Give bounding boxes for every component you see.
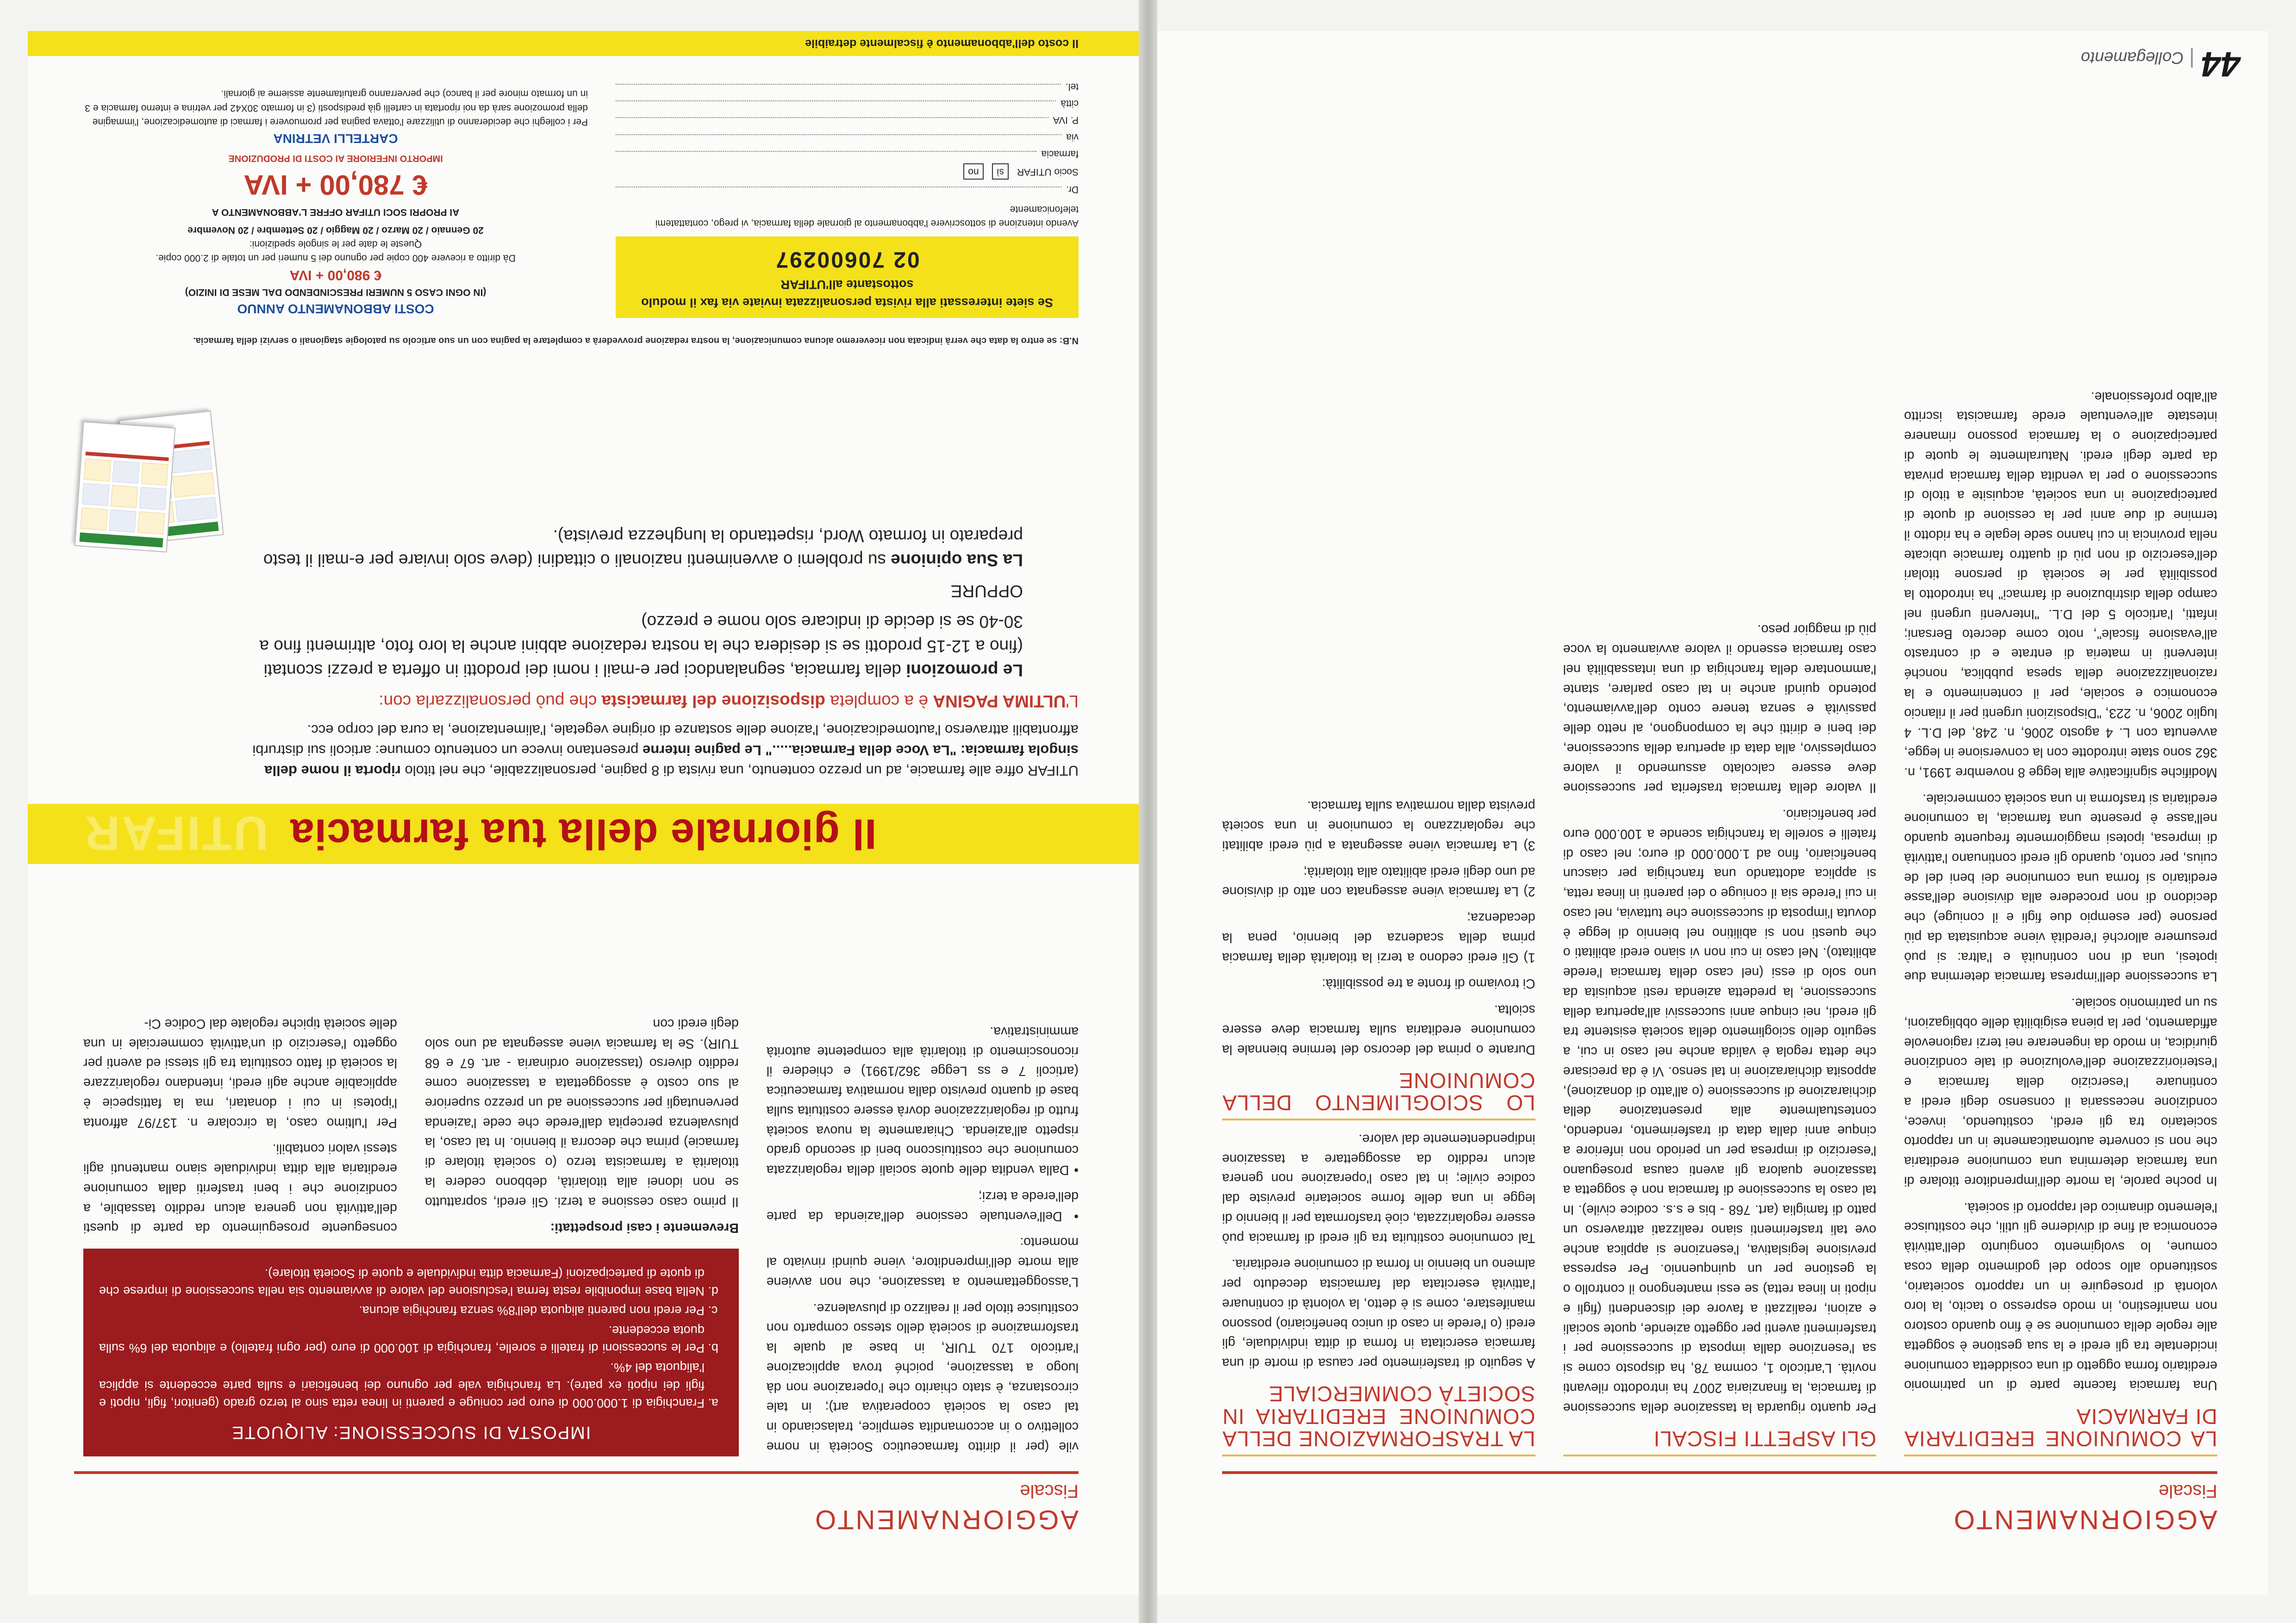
rubric-header — [74, 1471, 1079, 1535]
rubric-header — [1222, 1471, 2217, 1535]
text-run: che può personalizzarla con: — [379, 691, 597, 711]
field-label: farmacia — [1041, 149, 1079, 160]
field-label: Socio UTIFAR — [1017, 166, 1079, 177]
right-page — [28, 31, 1139, 1595]
fax-number: 02 70600297 — [774, 247, 920, 272]
right-column-2 — [425, 1007, 739, 1237]
option-opinion — [231, 523, 1079, 572]
left-columns — [1222, 63, 2217, 1456]
dates-label: Queste le date per le singole spedizioni: — [249, 239, 422, 250]
tax-rate-item: c. Per eredi non parenti aliquota dell'8% senza franchigia alcuna. — [99, 1302, 705, 1319]
cases-heading: Brevemente i casi prospettati: — [550, 1220, 739, 1236]
rubric-subtitle: Fiscale — [2159, 1481, 2217, 1501]
field-label: via — [1066, 131, 1079, 143]
paragraph: vile (per il diritto farmaceutico Società in nome collettivo o in accomandita semplice, tralasciando in tal caso la società cooperativa art); in tale circostanza, è stato chiarito che l'operazione non dà luogo a tassazione, poiché trova applicazione l'articolo 170 TUIR, in base al quale la trasformazione di società dello stesso comparto non costituisce titolo per il realizzo di plusvalenze. — [766, 1300, 1079, 1454]
rubric-title: AGGIORNAMENTO — [813, 1505, 1079, 1535]
text-run: Le promozioni — [906, 661, 1023, 680]
list-item: • Dalla vendita delle quote sociali della regolarizzata comunione che costituiscono beni di secondo grado rispetto all'azienda. Chiaramente la nuova società frutto di regolarizzazione dovrà essere costituita sulla base di quanto previsto dalla normativa farmaceutica (articoli 7 e ss Legge 362/1991) e chiedere il riconoscimento di titolarità alla competente autorità amministrativa. — [766, 1024, 1079, 1178]
order-form — [616, 59, 1079, 318]
page-number: 44 — [2201, 44, 2240, 84]
magazine-logo: Collegamento — [2081, 48, 2193, 68]
promo-banner — [28, 804, 1139, 864]
form-intro: Avendo intenzione di sottoscrivere l'abbonamento al giornale della farmacia, vi prego, contattatemi telefonicamente — [655, 204, 1079, 229]
paragraph: In poche parole, la morte dell'imprenditore titolare di una farmacia determina una comunione ereditaria che non si converte automaticamente in un rapporto societario tra gli eredi, costituendo, invece, condizione necessaria il consenso degli eredi a continuare l'esercizio della farmacia e l'esteriorizzazione dell'evoluzione di tale condizione giuridica, in modo da ingenerare nei terzi ragionevole affidamento, per la piena esigibilità delle obbligazioni, su un patrimonio sociale. — [1904, 995, 2217, 1188]
field-row-dr[interactable] — [616, 182, 1079, 196]
text-run: presentano invece un contenuto comune: articoli sui distrurbi affrontabili attraverso l'automedicazione, l'azione delle sostanze di origine vegetale, l'alimentazione, la cura del corpo ecc. — [252, 721, 1079, 759]
field-line[interactable] — [616, 151, 1036, 160]
field-row-via[interactable] — [616, 130, 1079, 144]
section-title-comunione: LA COMUNIONE EREDITARIA DI FARMACIA — [1904, 1405, 2217, 1456]
section-title-aspetti-fiscali: GLI ASPETTI FISCALI — [1563, 1428, 1877, 1456]
tax-rate-item: a. Franchigia di 1.000.000 di euro per coniuge e parenti in linea retta sino al terzo grado (genitori, figli, nipoti e figli dei nipoti ex patre). La franchigia vale per ognuno dei beneficiari e sulla parte eccedente si applica l'aliquota del 4%. — [99, 1359, 705, 1412]
rubric-subtitle: Fiscale — [1020, 1481, 1079, 1501]
promo-section — [83, 517, 1079, 781]
rubric-title: AGGIORNAMENTO — [1952, 1505, 2217, 1535]
text-run: ULTIMA PAGINA — [933, 691, 1066, 711]
magazine-page-thumbnail — [75, 421, 175, 552]
field-row-farmacia[interactable] — [616, 147, 1079, 161]
order-section — [83, 59, 1079, 318]
list-item: 3) La farmacia viene assegnata a più eredi abilitati che regolarizzano la comunione in una società prevista dalla normativa sulla farmacia. — [1222, 798, 1535, 853]
subscription-subtitle: (IN OGNI CASO 5 NUMERI PRESCINDENDO DAL MESE DI INIZIO) — [185, 287, 487, 298]
subscription-description: Dà diritto a ricevere 400 copie per ognuno dei 5 numeri per un totale di 2.000 copie. — [156, 253, 516, 264]
paragraph: Una farmacia facente parte di un patrimonio ereditario forma oggetto di una cosiddetta comunione incidentale tra gli eredi e la sua gestione è soggetta alle regole della comunione se è fino quando costoro non manifestino, in modo espresso o tacito, la loro volontà di proseguire in un rapporto societario, sostituendo allo scopo del godimento della cosa comune, lo svolgimento congiunto dell'attività economica al fine di dividerne gli utili, che costituisce l'elemento dinamico del rapporto di società. — [1904, 1200, 2217, 1393]
footer-bar — [28, 31, 1139, 56]
field-line[interactable] — [616, 100, 1056, 110]
field-row-tel[interactable] — [616, 79, 1079, 93]
text-run: Le pagine interne — [643, 742, 761, 759]
text-run: L' — [1066, 691, 1079, 711]
members-offer-label: AI PROPRI SOCI UTIFAR OFFRE L'ABBONAMENTO A — [212, 207, 460, 218]
fax-callout — [616, 236, 1079, 318]
list-item: • Dell'eventuale cessione dell'azienda da parte dell'erede a terzi; — [766, 1189, 1079, 1224]
paragraph: Per l'ultimo caso, la circolare n. 137/97 affronta l'ipotesi in cui i donatari, ma la fattispecie è applicabile anche agli eredi, intendano regolarizzare la società di fatto costituita tra gli stessi ed aventi per oggetto l'esercizio di un'attività commerciale in una delle società tipiche regolate dal Codice Ci- — [83, 1016, 397, 1130]
subscription-price: € 980,00 + IVA — [289, 267, 382, 283]
paragraph: Modifiche significative alla legge 8 novembre 1991, n. 362 sono state introdotte con la conversione in legge, avvenuta con L. 4 agosto 2006, n. 248, del D.L. 4 luglio 2006, n. 223, "Disposizioni urgenti per il rilancio economico e sociale, per il contenimento e la razionalizzazione della spesa pubblica, nonché interventi in materia di entrate e di contrasto all'evasione fiscale", noto come decreto Bersani; infatti, l'articolo 5 del D.L. "Interventi urgenti nel campo della distribuzione di farmaci" ha introdotto la possibilità per le società di persone titolari dell'esercizio di non più di quattro farmacie ubicate nella provincia in cui hanno sede legale e ha ridotto il termine di due anni per la cessione di quote di partecipazione in una società, acquisite a titolo di successione o per la vendita della farmacia privata da parte degli eredi. Naturalmente le quote di partecipazione o la farmacia possono rimanere intestate all'eventuale erede farmacista iscritto all'albo professionale. — [1904, 389, 2217, 780]
promo-text — [231, 523, 1079, 781]
cost-note: IMPORTO INFERIORE AI COSTI DI PRODUZIONE — [228, 153, 443, 163]
section-title-trasformazione: LA TRASFORMAZIONE DELLA COMUNIONE EREDITARIA IN SOCIETÀ COMMERCIALE — [1222, 1383, 1535, 1456]
field-row-socio[interactable] — [616, 163, 1079, 179]
field-label: P. IVA — [1053, 115, 1079, 126]
tax-rates-list — [99, 1264, 723, 1412]
right-columns — [83, 859, 1079, 1456]
option-promotions — [231, 609, 1079, 683]
text-run: La Sua opinione — [891, 551, 1023, 570]
paragraph: Tal comunione costituita tra gli eredi di farmacia può essere regolarizzata, cioè trasformata per il biennio di legge in una delle forme societarie previste dal codice civile; in tal caso l'operazione non genera alcun reddito da assoggettare a tassazione indipendentemente dal valore. — [1222, 1131, 1535, 1245]
field-label: tel. — [1065, 81, 1079, 92]
fax-callout-text: Se siete interessati alla rivista personalizzata inviate via fax il modulo sottostante all'UTIFAR — [641, 277, 1053, 310]
magazine-thumbnails — [79, 406, 218, 559]
left-column-2 — [1563, 63, 1877, 1456]
banner-title: Il giornale della tua farmacia — [290, 810, 877, 858]
tax-rate-item: d. Nella base imponibile resta ferma l'esclusione del valore di avviamento sia nella successione di imprese che di quote di partecipazioni (Farmacia ditta individuale e quote di Società titolare). — [99, 1264, 705, 1300]
last-page-offer — [231, 689, 1079, 713]
paragraph: A seguito di trasferimento per causa di morte di una farmacia esercitata in forma di ditta individuale, gli eredi (o l'erede in caso di unico beneficiario) possono manifestare, come si è detto, la volontà di continuare l'attività esercitata dal farmacista deceduto per almeno un biennio in forma di comunione ereditaria. — [1222, 1256, 1535, 1371]
text-run: della farmacia, segnalandoci per e-mail i nomi dei prodotti in offerta a prezzi scontati (fino a 12-15 prodotti se si desidera che la nostra redazione abbini anche la loro foto, altrimenti fino a 30-40 se si decide di indicare solo nome e prezzo) — [259, 612, 1023, 680]
paragraph: Ci troviamo di fronte a tre possibilità: — [1322, 976, 1535, 991]
option-separator: OPPURE — [950, 581, 1023, 601]
field-label: Dr. — [1066, 184, 1079, 195]
sub-columns — [83, 1007, 739, 1237]
paragraph: Il primo caso cessione a terzi. Gli eredi, soprattutto se non idonei alla titolarità, debbono cedere la titolarità a farmacista terzo (o società titolare di farmacie) prima che decorra il biennio. In tal caso, la plusvalenza percepita dall'erede che cede l'azienda pervenutagli per successione ad un prezzo superiore al suo costo è assoggettata a tassazione come reddito diverso (tassazione ordinaria - art. 67 e 68 TUIR). Se la farmacia viene assegnata ad uno solo degli eredi con — [424, 1016, 739, 1209]
field-line[interactable] — [616, 84, 1061, 93]
field-line[interactable] — [616, 134, 1061, 143]
cartelli-text: Per i colleghi che decideranno di utilizzare l'ottava pagina per promuovere i farmaci di automedicazione, l'immagine della promozione sarà da noi riportata in cartelli già predisposti (3 in formato 30X42 per vetrina e interno farmacia e 3 in un formato minore per il banco) che perverranno gratuitamente assieme ai giornali. — [85, 88, 588, 128]
right-column-2-3 — [83, 859, 739, 1456]
paragraph: Durante o prima del decorso del termine biennale la comunione ereditaria sulla farmacia deve essere sciolta. — [1222, 1002, 1535, 1057]
right-column-3 — [83, 1007, 397, 1237]
tax-rates-box — [83, 1249, 739, 1456]
page-folio — [2081, 44, 2250, 84]
subscription-title: COSTI ABBONAMENTO ANNUO — [237, 302, 434, 316]
text-run: disposizione del farmacista — [601, 691, 825, 711]
nb-note: N.B: se entro la data che verrà indicata non riceveremo alcuna comunicazione, la nostra redazione provvederà a completare la pagina con un suo articolo su patologie stagionali o servizi della farmacia. — [193, 336, 1079, 346]
tax-box-title: IMPOSTA DI SUCCESSIONE: ALIQUOTE — [231, 1423, 591, 1442]
field-line[interactable] — [616, 118, 1048, 127]
field-label: città — [1061, 98, 1079, 109]
left-column-3 — [1222, 63, 1535, 1456]
promo-intro — [231, 720, 1079, 781]
field-row-piva[interactable] — [616, 113, 1079, 127]
text-run: è a completa — [830, 691, 928, 711]
list-item: 1) Gli eredi cedono a terzi la titolarità della farmacia prima della scadenza del biennio, pena la decadenza; — [1222, 910, 1535, 965]
text-run: su problemi o avvenimenti nazionali o cittadini (deve solo inviare per e-mail il testo preparato in formato Word, rispettando la lunghezza prevista). — [263, 526, 1023, 570]
cartelli-title: CARTELLI VETRINA — [273, 131, 398, 146]
banner-watermark: UTIFAR — [83, 806, 268, 860]
left-page — [1157, 31, 2268, 1595]
left-column-1 — [1904, 63, 2217, 1456]
right-column-1 — [767, 859, 1079, 1456]
members-price: € 780,00 + IVA — [243, 169, 428, 200]
footer-note: Il costo dell'abbonamento è fiscalmente detraibile — [805, 37, 1079, 50]
list-item: 2) La farmacia viene assegnata con atto di divisione ad uno degli eredi abilitato alla titolarità; — [1222, 864, 1535, 899]
tax-rate-item: b. Per le successioni di fratelli e sorelle, franchigia di 100.000 di euro (per ogni fratello) e aliquota del 6% sulla quota eccedente. — [99, 1321, 705, 1357]
socio-no-checkbox[interactable]: no — [963, 163, 983, 179]
field-line[interactable] — [616, 187, 1061, 196]
page-gutter — [1139, 0, 1157, 1623]
paragraph: Per quanto riguarda la tassazione della successione di farmacia, la finanziaria 2007 ha introdotto rilevanti novità. L'articolo 1, comma 78, ha disposto come si sa l'esenzione dalla imposta di successione per i trasferimenti aventi per oggetto aziende, quote sociali e azioni, realizzati a favore dei discendenti (figli e nipoti in linea retta) se essi mantengono il controllo o la gestione per un quinquennio. Per espressa previsione legislativa, l'esenzione si applica anche ove tali trasferimenti siano realizzati attraverso un patto di famiglia (art. 768 - bis e s.s. codice civile). In tal caso la successione di farmacia non è soggetta a tassazione qualora gli aventi causa proseguano l'esercizio di impresa per un periodo non inferiore a cinque anni dalla data di trasferimento, rendendo, contestualmente alla presentazione della dichiarazione di successione (o all'atto di donazione), apposita dichiarazione in tal senso. Vi è da precisare che detta regola è valida anche nel caso in cui, a seguito dello scioglimento della società esistente tra gli eredi, nei cinque anni successivi all'apertura della successione, la predetta azienda resti acquisita da uno solo di essi (nel caso della farmacia l'erede abilitato). Nel caso in cui non vi siano eredi abilitati o che questi non si abilitino nel biennio di legge è dovuta l'imposta di successione che tuttavia, nel caso in cui l'erede sia il coniuge o dei parenti in linea retta, si applica adottando una franchigia per ciascun beneficiario, fino ad 1.000.000 di euro; nel caso di fratelli e sorelle la franchigia scende a 100.000 euro per beneficiario. — [1563, 807, 1877, 1415]
paragraph: Il valore della farmacia trasferita per successione deve essere calcolato assumendo il valore complessivo, alla data di apertura della successione, dei beni e diritti che la compongono, al netto delle passività e senza tenere conto dell'avviamento, potendo quindi anche in tal caso parlare, stante l'ammontare della franchigia di una intassabilità nel caso farmacia essendo il valore avviamento la voce più di maggior peso. — [1563, 622, 1877, 796]
shipping-dates: 20 Gennaio / 20 Marzo / 20 Maggio / 20 Settembre / 20 Novembre — [187, 224, 484, 236]
text-run: UTIFAR offre alle farmacie, ad un prezzo contenuto, una rivista di 8 pagine, personalizzabile, che nel titolo — [405, 763, 1079, 779]
subscription-info — [83, 59, 588, 318]
field-row-citta[interactable] — [616, 96, 1079, 110]
paragraph: L'assoggettamento a tassazione, che non avviene alla morte dell'imprenditore, viene quindi rinviato al momento: — [766, 1235, 1079, 1289]
section-title-scioglimento: LO SCIOGLIMENTO DELLA COMUNIONE — [1222, 1070, 1535, 1121]
socio-yes-checkbox[interactable]: sì — [992, 163, 1009, 179]
paragraph: La successione dell'impresa farmacia determina due ipotesi, una di non continuità e l'altra: si può presumere allorché l'eredità viene acquistata da più persone (per esempio due figli e il coniuge) che decidono di non procedere alla divisione dell'asse ereditario si forma una comunione dei beni del de cuius, per conto, quando gli eredi continuano l'attività di impresa, ipotesi maggiormente frequente quando nell'asse è presente una farmacia, la comunione ereditaria si trasforma in una società commerciale. — [1904, 791, 2217, 984]
paragraph: conseguente proseguimento da parte di questi dell'attività non genera alcun reddito tassabile, a condizione che i beni trasferiti dalla comunione ereditaria alla ditta individuale siano mantenuti agli stessi valori contabili. — [83, 1141, 397, 1236]
text-run: riporta il nome della singola farmacia: "La Voce della Farmacia....." — [264, 742, 1079, 779]
